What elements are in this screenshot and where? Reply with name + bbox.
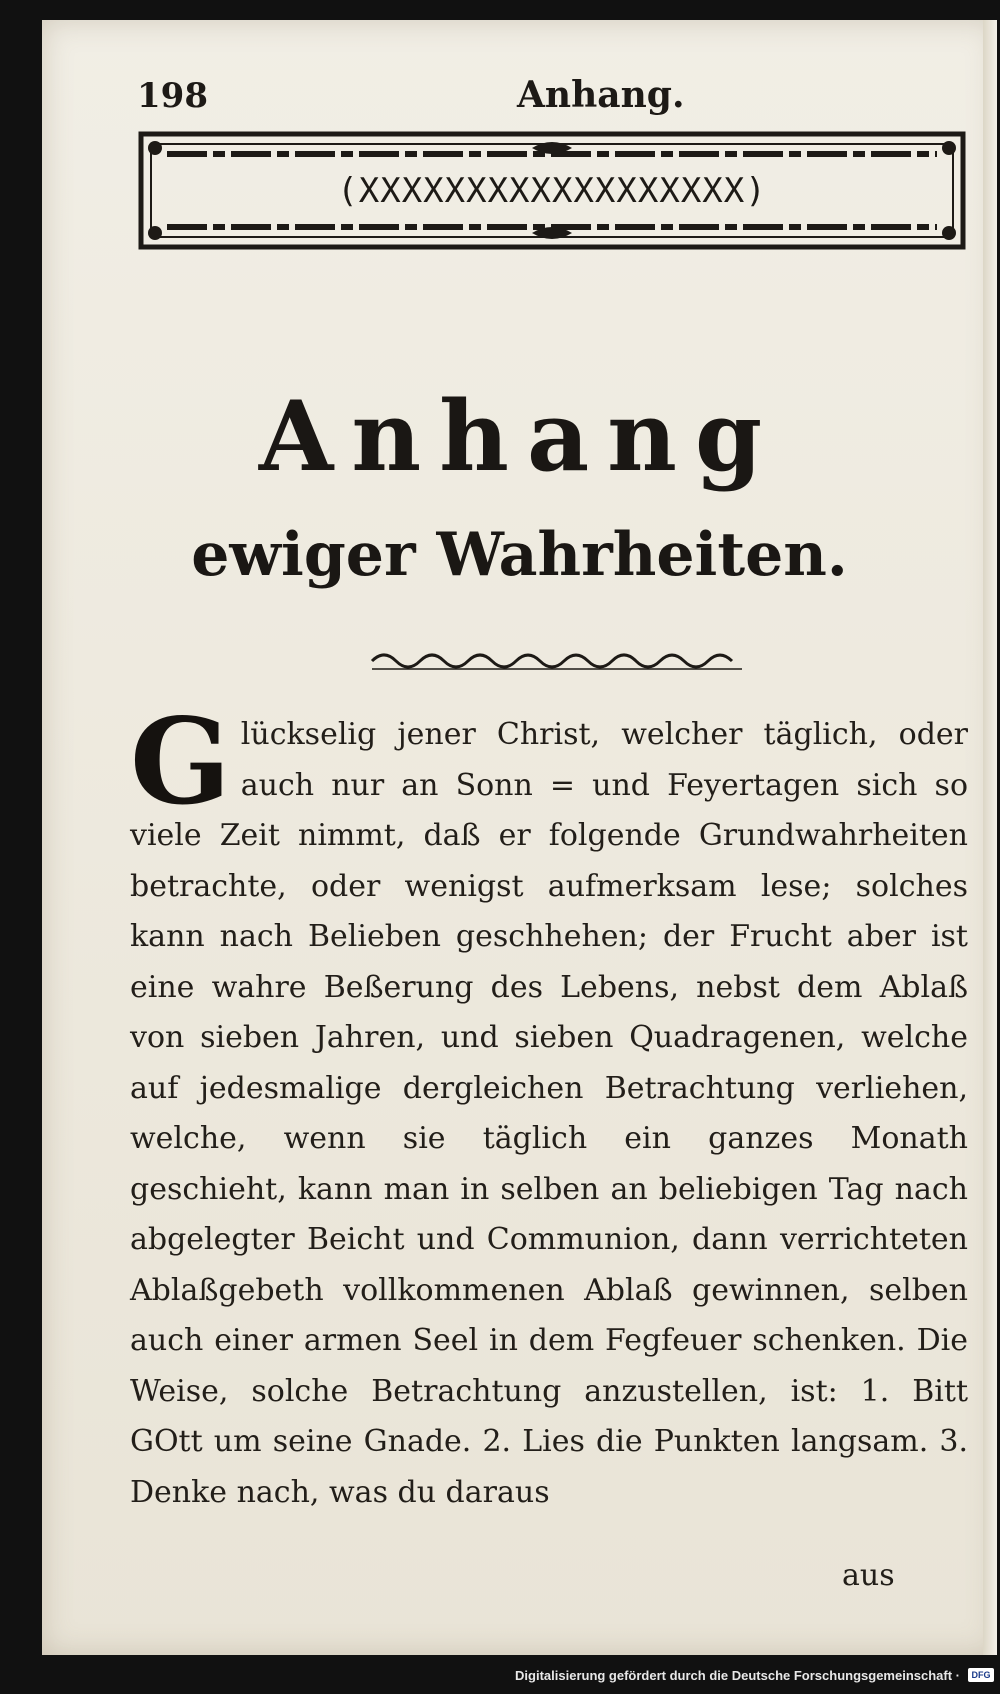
- running-head: Anhang.: [517, 74, 685, 116]
- page-number: 198: [137, 76, 208, 116]
- ornamental-headpiece: [137, 128, 967, 253]
- catchword: aus: [842, 1558, 895, 1593]
- section-title: Anhang: [258, 380, 781, 493]
- body-paragraph: [130, 692, 968, 1518]
- dfg-logo-icon: DFG: [968, 1668, 994, 1682]
- decorative-rule: [367, 647, 747, 675]
- drop-cap: G: [130, 692, 231, 831]
- credit-text: Digitalisierung gefördert durch die Deutsche Forschungsgemeinschaft ·: [515, 1667, 960, 1683]
- paragraph-text: lückselig jener Christ, welcher täglich, oder auch nur an Sonn = und Feyertagen sich so viele Zeit nimmt, daß er folgende Grundwahrheiten betrachte, oder wenigst aufmerksam lese; solches kann nach Belieben geschhehen; der Frucht aber ist eine wahre Beßerung des Lebens, nebst dem Ablaß von sieben Jahren, und sieben Quadragenen, welche auf jedesmalige dergleichen Betrachtung verliehen, welche, wenn sie täglich ein ganzes Monath geschieht, kann man in selben an beliebigen Tag nach abgelegter Beicht und Communion, dann verrichteten Ablaßgebeth vollkommenen Ablaß gewinnen, selben auch einer armen Seel in dem Fegfeuer schenken. Die Weise, solche Betrachtung anzustellen, ist: 1. Bitt GOtt um seine Gnade. 2. Lies die Punkten langsam. 3. Denke nach, was du daraus: [130, 717, 968, 1510]
- page-header: [137, 68, 967, 128]
- digitization-credit: [0, 1656, 1000, 1694]
- book-page: [42, 20, 997, 1655]
- page-edge: [983, 20, 997, 1655]
- section-subtitle: ewiger Wahrheiten.: [191, 520, 848, 590]
- svg-text:(XXXXXXXXXXXXXXXXXX): (XXXXXXXXXXXXXXXXXX): [337, 171, 767, 211]
